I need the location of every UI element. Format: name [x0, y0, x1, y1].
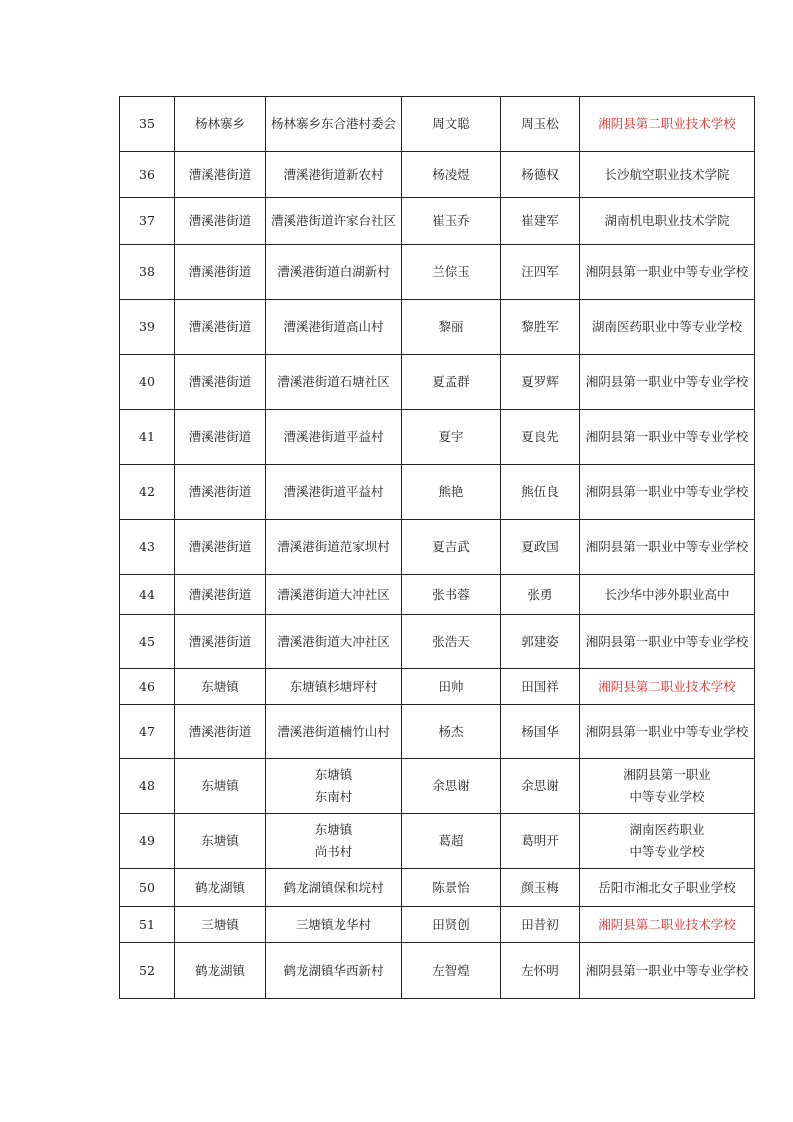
village-cell: 漕溪港街道大冲社区 [266, 575, 402, 615]
student-name-cell: 田帅 [402, 669, 501, 705]
roster-table [119, 96, 755, 999]
school-cell: 湘阴县第二职业技术学校 [580, 907, 755, 943]
student-name-cell: 左智煌 [402, 943, 501, 999]
village-cell-line: 东塘镇 [314, 822, 353, 837]
town-cell: 鹤龙湖镇 [175, 869, 266, 907]
guardian-name-cell: 余思谢 [501, 759, 580, 814]
village-cell: 杨林寨乡东合港村委会 [266, 97, 402, 152]
school-cell [580, 759, 755, 814]
student-name-cell: 周文聪 [402, 97, 501, 152]
town-cell: 三塘镇 [175, 907, 266, 943]
row-number: 46 [120, 669, 175, 705]
village-cell [266, 759, 402, 814]
row-number: 38 [120, 245, 175, 300]
student-name-cell: 陈景怡 [402, 869, 501, 907]
guardian-name-cell: 葛明开 [501, 814, 580, 869]
village-cell: 漕溪港街道范家坝村 [266, 520, 402, 575]
school-cell: 湘阴县第一职业中等专业学校 [580, 615, 755, 669]
table-row [120, 759, 755, 814]
town-cell: 杨林寨乡 [175, 97, 266, 152]
school-cell-line: 湖南医药职业 [629, 822, 705, 837]
table-row [120, 97, 755, 152]
table-row [120, 300, 755, 355]
school-cell: 湘阴县第一职业中等专业学校 [580, 245, 755, 300]
town-cell: 东塘镇 [175, 759, 266, 814]
table-row [120, 245, 755, 300]
town-cell: 漕溪港街道 [175, 575, 266, 615]
student-name-cell: 杨凌煜 [402, 152, 501, 198]
town-cell: 鹤龙湖镇 [175, 943, 266, 999]
row-number: 41 [120, 410, 175, 465]
school-cell [580, 814, 755, 869]
village-cell-line: 东南村 [314, 789, 353, 804]
school-cell: 湘阴县第一职业中等专业学校 [580, 520, 755, 575]
row-number: 47 [120, 705, 175, 759]
row-number: 37 [120, 198, 175, 245]
table-row [120, 152, 755, 198]
town-cell: 东塘镇 [175, 814, 266, 869]
town-cell: 漕溪港街道 [175, 520, 266, 575]
guardian-name-cell: 左怀明 [501, 943, 580, 999]
student-name-cell: 兰倧玉 [402, 245, 501, 300]
student-name-cell: 黎丽 [402, 300, 501, 355]
guardian-name-cell: 田国祥 [501, 669, 580, 705]
village-cell: 漕溪港街道平益村 [266, 465, 402, 520]
table-row [120, 814, 755, 869]
guardian-name-cell: 夏良先 [501, 410, 580, 465]
school-cell: 湘阴县第一职业中等专业学校 [580, 355, 755, 410]
student-name-cell: 张书蓉 [402, 575, 501, 615]
guardian-name-cell: 夏罗辉 [501, 355, 580, 410]
table-row [120, 705, 755, 759]
row-number: 36 [120, 152, 175, 198]
row-number: 43 [120, 520, 175, 575]
village-cell: 鹤龙湖镇华西新村 [266, 943, 402, 999]
village-cell: 漕溪港街道大冲社区 [266, 615, 402, 669]
student-name-cell: 夏孟群 [402, 355, 501, 410]
school-cell: 湘阴县第一职业中等专业学校 [580, 943, 755, 999]
town-cell: 漕溪港街道 [175, 465, 266, 520]
village-cell: 东塘镇杉塘坪村 [266, 669, 402, 705]
student-name-cell: 崔玉乔 [402, 198, 501, 245]
row-number: 39 [120, 300, 175, 355]
village-cell: 漕溪港街道许家台社区 [266, 198, 402, 245]
row-number: 44 [120, 575, 175, 615]
guardian-name-cell: 夏政国 [501, 520, 580, 575]
school-cell-line: 中等专业学校 [629, 789, 705, 804]
guardian-name-cell: 黎胜军 [501, 300, 580, 355]
row-number: 35 [120, 97, 175, 152]
guardian-name-cell: 杨国华 [501, 705, 580, 759]
school-cell: 湘阴县第二职业技术学校 [580, 669, 755, 705]
village-cell: 漕溪港街道高山村 [266, 300, 402, 355]
guardian-name-cell: 熊伍良 [501, 465, 580, 520]
village-cell: 漕溪港街道楠竹山村 [266, 705, 402, 759]
town-cell: 漕溪港街道 [175, 245, 266, 300]
town-cell: 漕溪港街道 [175, 410, 266, 465]
student-name-cell: 张浩天 [402, 615, 501, 669]
village-cell: 漕溪港街道平益村 [266, 410, 402, 465]
row-number: 49 [120, 814, 175, 869]
village-cell: 漕溪港街道新农村 [266, 152, 402, 198]
student-name-cell: 熊艳 [402, 465, 501, 520]
school-cell: 湖南机电职业技术学院 [580, 198, 755, 245]
guardian-name-cell: 颜玉梅 [501, 869, 580, 907]
guardian-name-cell: 杨德权 [501, 152, 580, 198]
table-row [120, 465, 755, 520]
school-cell: 湘阴县第一职业中等专业学校 [580, 705, 755, 759]
table-row [120, 575, 755, 615]
guardian-name-cell: 郭建姿 [501, 615, 580, 669]
table-row [120, 907, 755, 943]
row-number: 40 [120, 355, 175, 410]
school-cell: 湖南医药职业中等专业学校 [580, 300, 755, 355]
town-cell: 漕溪港街道 [175, 705, 266, 759]
village-cell: 三塘镇龙华村 [266, 907, 402, 943]
school-cell-line: 湘阴县第一职业 [623, 767, 711, 782]
village-cell [266, 814, 402, 869]
student-name-cell: 田贤创 [402, 907, 501, 943]
guardian-name-cell: 张勇 [501, 575, 580, 615]
student-name-cell: 夏宇 [402, 410, 501, 465]
school-cell: 长沙华中涉外职业高中 [580, 575, 755, 615]
town-cell: 漕溪港街道 [175, 300, 266, 355]
table-row [120, 669, 755, 705]
town-cell: 漕溪港街道 [175, 198, 266, 245]
student-name-cell: 杨杰 [402, 705, 501, 759]
town-cell: 东塘镇 [175, 669, 266, 705]
table-row [120, 410, 755, 465]
guardian-name-cell: 汪四军 [501, 245, 580, 300]
row-number: 48 [120, 759, 175, 814]
school-cell: 长沙航空职业技术学院 [580, 152, 755, 198]
village-cell-line: 尚书村 [314, 844, 353, 859]
town-cell: 漕溪港街道 [175, 355, 266, 410]
table-row [120, 869, 755, 907]
town-cell: 漕溪港街道 [175, 152, 266, 198]
table-row [120, 355, 755, 410]
table-row [120, 198, 755, 245]
table-row [120, 943, 755, 999]
village-cell: 漕溪港街道白湖新村 [266, 245, 402, 300]
school-cell-line: 中等专业学校 [629, 844, 705, 859]
table-row [120, 615, 755, 669]
village-cell: 鹤龙湖镇保和垸村 [266, 869, 402, 907]
guardian-name-cell: 崔建军 [501, 198, 580, 245]
row-number: 50 [120, 869, 175, 907]
school-cell: 湘阴县第一职业中等专业学校 [580, 410, 755, 465]
school-cell: 湘阴县第二职业技术学校 [580, 97, 755, 152]
row-number: 45 [120, 615, 175, 669]
guardian-name-cell: 田昔初 [501, 907, 580, 943]
school-cell: 岳阳市湘北女子职业学校 [580, 869, 755, 907]
student-name-cell: 夏吉武 [402, 520, 501, 575]
table-row [120, 520, 755, 575]
roster-body [120, 97, 755, 999]
village-cell: 漕溪港街道石塘社区 [266, 355, 402, 410]
student-name-cell: 葛超 [402, 814, 501, 869]
guardian-name-cell: 周玉松 [501, 97, 580, 152]
row-number: 51 [120, 907, 175, 943]
town-cell: 漕溪港街道 [175, 615, 266, 669]
row-number: 52 [120, 943, 175, 999]
village-cell-line: 东塘镇 [314, 767, 353, 782]
school-cell: 湘阴县第一职业中等专业学校 [580, 465, 755, 520]
student-name-cell: 余思谢 [402, 759, 501, 814]
row-number: 42 [120, 465, 175, 520]
